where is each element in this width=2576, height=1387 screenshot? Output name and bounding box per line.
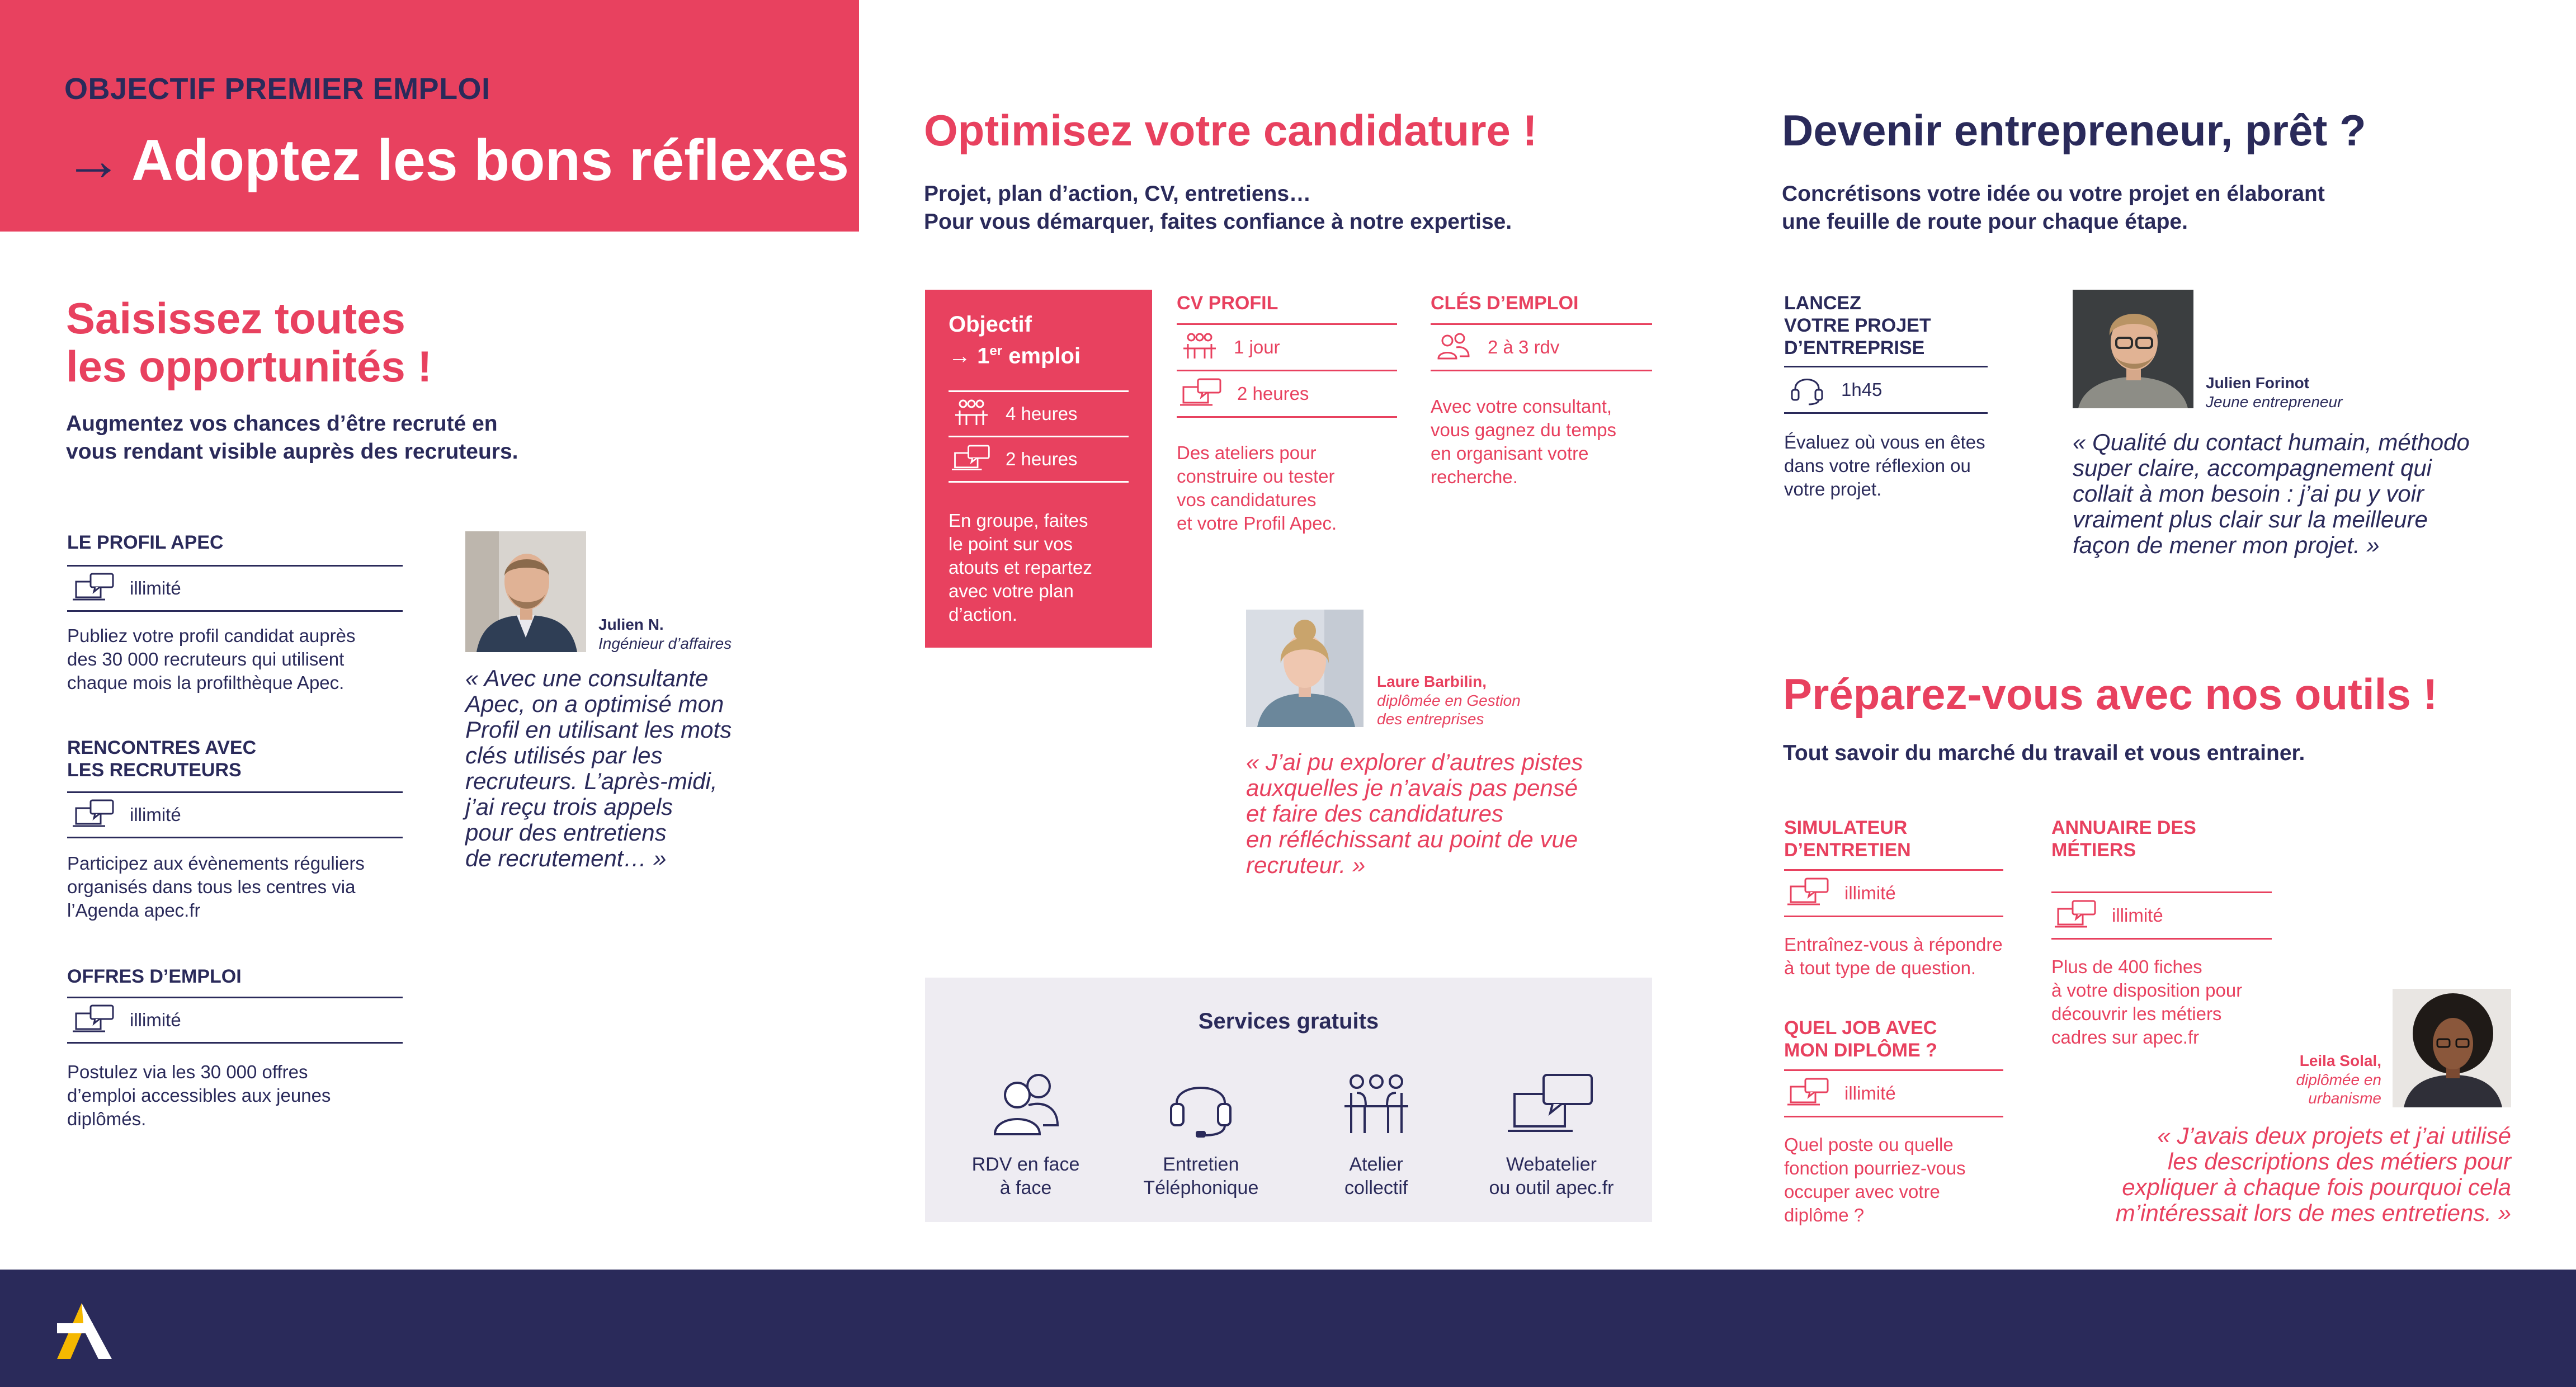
- meta-value: 2 heures: [1237, 383, 1309, 404]
- quote-line: « J’avais deux projets et j’ai utilisé: [2157, 1122, 2511, 1149]
- service-description: [2051, 955, 2272, 1049]
- divider: [67, 1042, 403, 1044]
- testimonial-quote-julien: [465, 666, 732, 871]
- desc-line: fonction pourriez-vous: [1784, 1158, 1966, 1178]
- desc-line: cadres sur apec.fr: [2051, 1027, 2200, 1048]
- lead-line: une feuille de route pour chaque étape.: [1782, 210, 2188, 234]
- quote-line: m’intéressait lors de mes entretiens. »: [2115, 1200, 2511, 1226]
- desc-line: Entraînez-vous à répondre: [1784, 934, 2003, 955]
- quote-line: « Qualité du contact humain, méthodo: [2073, 429, 2470, 455]
- quote-line: pour des entretiens: [465, 819, 667, 846]
- service-label: [1122, 1153, 1279, 1200]
- meta-value: illimité: [2112, 905, 2163, 926]
- divider: [1784, 916, 2003, 917]
- title-line: Saisissez toutes: [66, 294, 405, 343]
- meta-row: [1784, 871, 2003, 916]
- desc-line: Avec votre consultant,: [1431, 396, 1612, 417]
- meta-value: 1 jour: [1234, 337, 1280, 357]
- divider: [949, 481, 1129, 483]
- testimonial-name: Leila Solal,: [2299, 1052, 2381, 1069]
- apec-logo-icon: [54, 1301, 115, 1362]
- footer-band: [0, 1270, 2576, 1387]
- quote-line: recruteurs. L’après-midi,: [465, 768, 718, 794]
- title-line: VOTRE PROJET: [1784, 315, 1931, 336]
- lead-line: Augmentez vos chances d’être recruté en: [66, 412, 498, 436]
- title-line: Objectif: [949, 312, 1032, 337]
- title-line: les opportunités !: [66, 342, 432, 391]
- title-line: D’ENTRETIEN: [1784, 839, 1911, 861]
- title-line: LANCEZ: [1784, 293, 1861, 314]
- laptop-chat-icon: [1787, 1078, 1830, 1109]
- headset-icon: [1164, 1072, 1237, 1139]
- service-entretien: [1122, 1072, 1279, 1200]
- tool-quel-job: [1784, 1017, 2003, 1227]
- section-lead-candidature: [924, 180, 1512, 236]
- service-profil-apec: [67, 531, 403, 695]
- title-sup: er: [989, 343, 1003, 358]
- quote-line: j’ai reçu trois appels: [465, 794, 673, 820]
- arrow-right-icon: →: [64, 128, 122, 193]
- desc-line: recherche.: [1431, 466, 1518, 487]
- workshop-icon: [1180, 332, 1219, 363]
- desc-line: vos candidatures: [1177, 489, 1317, 510]
- desc-line: le point sur vos: [949, 534, 1073, 554]
- quote-line: les descriptions des métiers pour: [2168, 1148, 2511, 1174]
- banner-title: [64, 128, 885, 194]
- service-description: [67, 1060, 403, 1131]
- desc-line: d’emploi accessibles aux jeunes: [67, 1085, 331, 1106]
- desc-line: d’action.: [949, 604, 1017, 625]
- service-title: OFFRES D’EMPLOI: [67, 966, 242, 987]
- service-lancez-projet: [1784, 292, 1988, 501]
- quote-line: « Avec une consultante: [465, 665, 709, 691]
- people-icon: [1434, 332, 1473, 363]
- laptop-chat-icon: [1507, 1072, 1596, 1139]
- services-gratuits-panel: [925, 978, 1652, 1222]
- title-line: RENCONTRES AVEC: [67, 737, 257, 758]
- testimonial-name: Julien Forinot: [2206, 374, 2310, 391]
- header-banner: [0, 0, 885, 232]
- service-title: [1784, 817, 2003, 861]
- testimonial-role: Ingénieur d’affaires: [598, 635, 732, 652]
- quote-line: super claire, accompagnement qui: [2073, 455, 2432, 481]
- title-line: LES RECRUTEURS: [67, 759, 242, 781]
- workshop-icon: [952, 398, 991, 430]
- meta-row: [949, 437, 1129, 481]
- service-title: ANNUAIRE DES MÉTIERS: [2051, 817, 2196, 861]
- service-atelier: [1298, 1072, 1455, 1200]
- title-line: SIMULATEUR: [1784, 817, 1908, 838]
- service-label: [1298, 1153, 1455, 1200]
- section-title-candidature: Optimisez votre candidature !: [924, 106, 1537, 155]
- desc-line: Postulez via les 30 000 offres: [67, 1062, 308, 1082]
- desc-line: chaque mois la profilthèque Apec.: [67, 672, 345, 693]
- title-line: QUEL JOB AVEC: [1784, 1017, 1937, 1039]
- divider: [1177, 416, 1397, 418]
- label-line: Entretien: [1163, 1154, 1239, 1175]
- headset-icon: [1787, 374, 1827, 405]
- desc-line: et votre Profil Apec.: [1177, 513, 1337, 534]
- desc-line: Évaluez où vous en êtes: [1784, 432, 1985, 452]
- lead-line: Concrétisons votre idée ou votre projet en élaborant: [1782, 182, 2325, 206]
- portrait-photo: [465, 531, 586, 652]
- service-webatelier: [1473, 1072, 1630, 1200]
- testimonial-role: Jeune entrepreneur: [2206, 393, 2343, 411]
- desc-line: diplôme ?: [1784, 1205, 1865, 1225]
- laptop-chat-icon: [73, 573, 115, 604]
- portrait-photo: [2073, 290, 2193, 408]
- desc-line: Participez aux évènements réguliers: [67, 853, 365, 874]
- testimonial-author: [1377, 672, 1521, 728]
- service-title: [67, 737, 403, 781]
- title-tail: emploi: [1002, 343, 1081, 369]
- label-line: collectif: [1344, 1177, 1408, 1199]
- objectif-description: [949, 509, 1092, 626]
- desc-line: diplômés.: [67, 1108, 147, 1129]
- desc-line: Quel poste ou quelle: [1784, 1134, 1954, 1155]
- laptop-chat-icon: [1180, 378, 1223, 409]
- people-icon: [989, 1072, 1062, 1139]
- portrait-photo: [1246, 610, 1364, 727]
- desc-line: des 30 000 recruteurs qui utilisent: [67, 649, 345, 669]
- service-label: [947, 1153, 1104, 1200]
- quote-line: clés utilisés par les: [465, 742, 663, 768]
- divider: [1784, 412, 1988, 414]
- service-meta: [67, 998, 403, 1042]
- tool-annuaire-metiers: [2051, 817, 2272, 1049]
- banner-title-text: Adoptez les bons réflexes !: [131, 128, 885, 193]
- quote-line: auxquelles je n’avais pas pensé: [1246, 775, 1578, 801]
- service-cv-profil: [1177, 292, 1397, 535]
- label-line: RDV en face: [971, 1154, 1080, 1175]
- testimonial-name: Julien N.: [598, 616, 664, 633]
- section-lead-opportunities: [66, 410, 518, 466]
- section-title-outils: Préparez-vous avec nos outils !: [1783, 669, 2438, 719]
- service-title: CLÉS D’EMPLOI: [1431, 293, 1579, 314]
- testimonial-role: des entreprises: [1377, 710, 1484, 728]
- laptop-chat-icon: [73, 799, 115, 831]
- divider: [67, 610, 403, 612]
- label-line: à face: [999, 1177, 1052, 1199]
- service-label: [1473, 1153, 1630, 1200]
- desc-line: occuper avec votre: [1784, 1181, 1940, 1202]
- testimonial-author: [598, 615, 732, 653]
- laptop-chat-icon: [952, 444, 991, 475]
- divider: [1431, 370, 1652, 371]
- objectif-meta: [949, 390, 1129, 483]
- service-meta-value: illimité: [130, 1009, 181, 1030]
- avatar-laure-barbilin: [1246, 610, 1364, 727]
- service-description: [1784, 431, 1988, 501]
- service-description: [1784, 933, 2003, 980]
- section-title-opportunities: [66, 294, 432, 390]
- desc-line: En groupe, faites: [949, 510, 1088, 531]
- quote-line: de recrutement… »: [465, 845, 667, 871]
- laptop-chat-icon: [2055, 900, 2097, 931]
- service-title: CV PROFIL: [1177, 293, 1278, 314]
- section-lead-outils: Tout savoir du marché du travail et vous entrainer.: [1783, 741, 2305, 765]
- service-offres: [67, 965, 403, 1131]
- service-rdv: [947, 1072, 1104, 1200]
- quote-line: collait à mon besoin : j’ai pu y voir: [2073, 480, 2424, 507]
- divider: [2051, 938, 2272, 940]
- service-meta: [67, 793, 403, 837]
- label-line: Webatelier: [1506, 1154, 1597, 1175]
- services-list: [947, 1072, 1630, 1200]
- label-line: Atelier: [1349, 1154, 1403, 1175]
- meta-row: [1177, 371, 1397, 416]
- desc-line: Des ateliers pour: [1177, 442, 1317, 463]
- label-line: ou outil apec.fr: [1489, 1177, 1614, 1199]
- title-line: D’ENTREPRISE: [1784, 337, 1925, 358]
- testimonial-name: Laure Barbilin,: [1377, 673, 1487, 690]
- avatar-julien-forinot: [2073, 290, 2193, 408]
- service-title: LE PROFIL APEC: [67, 532, 224, 553]
- desc-line: votre projet.: [1784, 479, 1882, 499]
- meta-value: 1h45: [1841, 379, 1883, 400]
- portrait-photo: [2393, 989, 2511, 1107]
- meta-row: [2051, 893, 2272, 938]
- meta-row: [949, 392, 1129, 436]
- quote-line: en réfléchissant au point de vue: [1246, 826, 1578, 852]
- desc-line: organisés dans tous les centres via: [67, 876, 356, 897]
- service-meta: [67, 567, 403, 610]
- quote-line: Apec, on a optimisé mon: [465, 691, 724, 717]
- service-rencontres: [67, 737, 403, 922]
- quote-line: et faire des candidatures: [1246, 800, 1503, 827]
- desc-line: construire ou tester: [1177, 466, 1335, 487]
- service-description: [1431, 395, 1652, 489]
- tool-simulateur-entretien: [1784, 817, 2003, 980]
- service-description: [1784, 1133, 2003, 1227]
- quote-line: vraiment plus clair sur la meilleure: [2073, 506, 2428, 532]
- service-title: [1784, 292, 1988, 359]
- objectif-title: [949, 311, 1081, 369]
- lead-line: Pour vous démarquer, faites confiance à notre expertise.: [924, 210, 1512, 234]
- laptop-chat-icon: [73, 1004, 115, 1036]
- testimonial-role: diplômée en Gestion: [1377, 692, 1521, 709]
- desc-line: découvrir les métiers: [2051, 1003, 2222, 1024]
- service-description: [67, 852, 403, 922]
- lead-line: Projet, plan d’action, CV, entretiens…: [924, 182, 1311, 206]
- services-title: Services gratuits: [1198, 1009, 1379, 1034]
- desc-line: à votre disposition pour: [2051, 980, 2243, 1001]
- meta-row: [1177, 325, 1397, 370]
- testimonial-quote-laure: [1246, 749, 1583, 878]
- desc-line: à tout type de question.: [1784, 957, 1976, 978]
- objectif-premier-emploi-card: [925, 290, 1152, 648]
- title-line: MON DIPLÔME ?: [1784, 1040, 1937, 1061]
- meta-row: [1784, 1071, 2003, 1116]
- testimonial-author: [2206, 374, 2342, 411]
- testimonial-quote-julien-forinot: [2073, 430, 2470, 558]
- service-description: [1177, 441, 1397, 535]
- meta-row: [1431, 325, 1652, 370]
- service-description: [67, 624, 403, 695]
- label-line: Téléphonique: [1143, 1177, 1259, 1199]
- service-meta-value: illimité: [130, 804, 181, 825]
- quote-line: « J’ai pu explorer d’autres pistes: [1246, 749, 1583, 775]
- testimonial-author: [2259, 1051, 2381, 1107]
- quote-line: expliquer à chaque fois pourquoi cela: [2122, 1174, 2511, 1200]
- meta-value: 2 heures: [1006, 449, 1078, 469]
- desc-line: dans votre réflexion ou: [1784, 455, 1971, 476]
- desc-line: Plus de 400 fiches: [2051, 956, 2202, 977]
- testimonial-role: urbanisme: [2308, 1089, 2381, 1107]
- desc-line: vous gagnez du temps: [1431, 419, 1617, 440]
- desc-line: en organisant votre: [1431, 443, 1589, 464]
- meta-value: illimité: [1844, 1083, 1896, 1103]
- title-line: [949, 338, 1081, 369]
- quote-line: façon de mener mon projet. »: [2073, 532, 2380, 558]
- meta-value: illimité: [1844, 883, 1896, 903]
- workshop-icon: [1340, 1072, 1413, 1139]
- meta-value: 4 heures: [1006, 403, 1078, 424]
- banner-kicker: OBJECTIF PREMIER EMPLOI: [64, 72, 490, 106]
- divider: [1784, 1116, 2003, 1117]
- meta-value: 2 à 3 rdv: [1488, 337, 1560, 357]
- desc-line: Publiez votre profil candidat auprès: [67, 625, 356, 646]
- avatar-julien-n: [465, 531, 586, 652]
- quote-line: Profil en utilisant les mots: [465, 716, 732, 743]
- laptop-chat-icon: [1787, 878, 1830, 909]
- service-title: [1784, 1017, 2003, 1062]
- section-lead-entrepreneur: [1782, 180, 2325, 236]
- meta-row: [1784, 367, 1988, 412]
- service-cles-emploi: [1431, 292, 1652, 489]
- section-title-entrepreneur: Devenir entrepreneur, prêt ?: [1782, 106, 2366, 155]
- avatar-leila-solal: [2393, 989, 2511, 1107]
- title-arrow: → 1: [949, 343, 990, 369]
- desc-line: avec votre plan: [949, 581, 1074, 601]
- testimonial-quote-leila: [2013, 1123, 2511, 1226]
- lead-line: vous rendant visible auprès des recruteurs.: [66, 440, 518, 464]
- testimonial-role: diplômée en: [2296, 1071, 2381, 1088]
- divider: [67, 837, 403, 838]
- service-meta-value: illimité: [130, 578, 181, 598]
- quote-line: recruteur. »: [1246, 852, 1366, 878]
- desc-line: l’Agenda apec.fr: [67, 900, 201, 921]
- desc-line: atouts et repartez: [949, 557, 1092, 578]
